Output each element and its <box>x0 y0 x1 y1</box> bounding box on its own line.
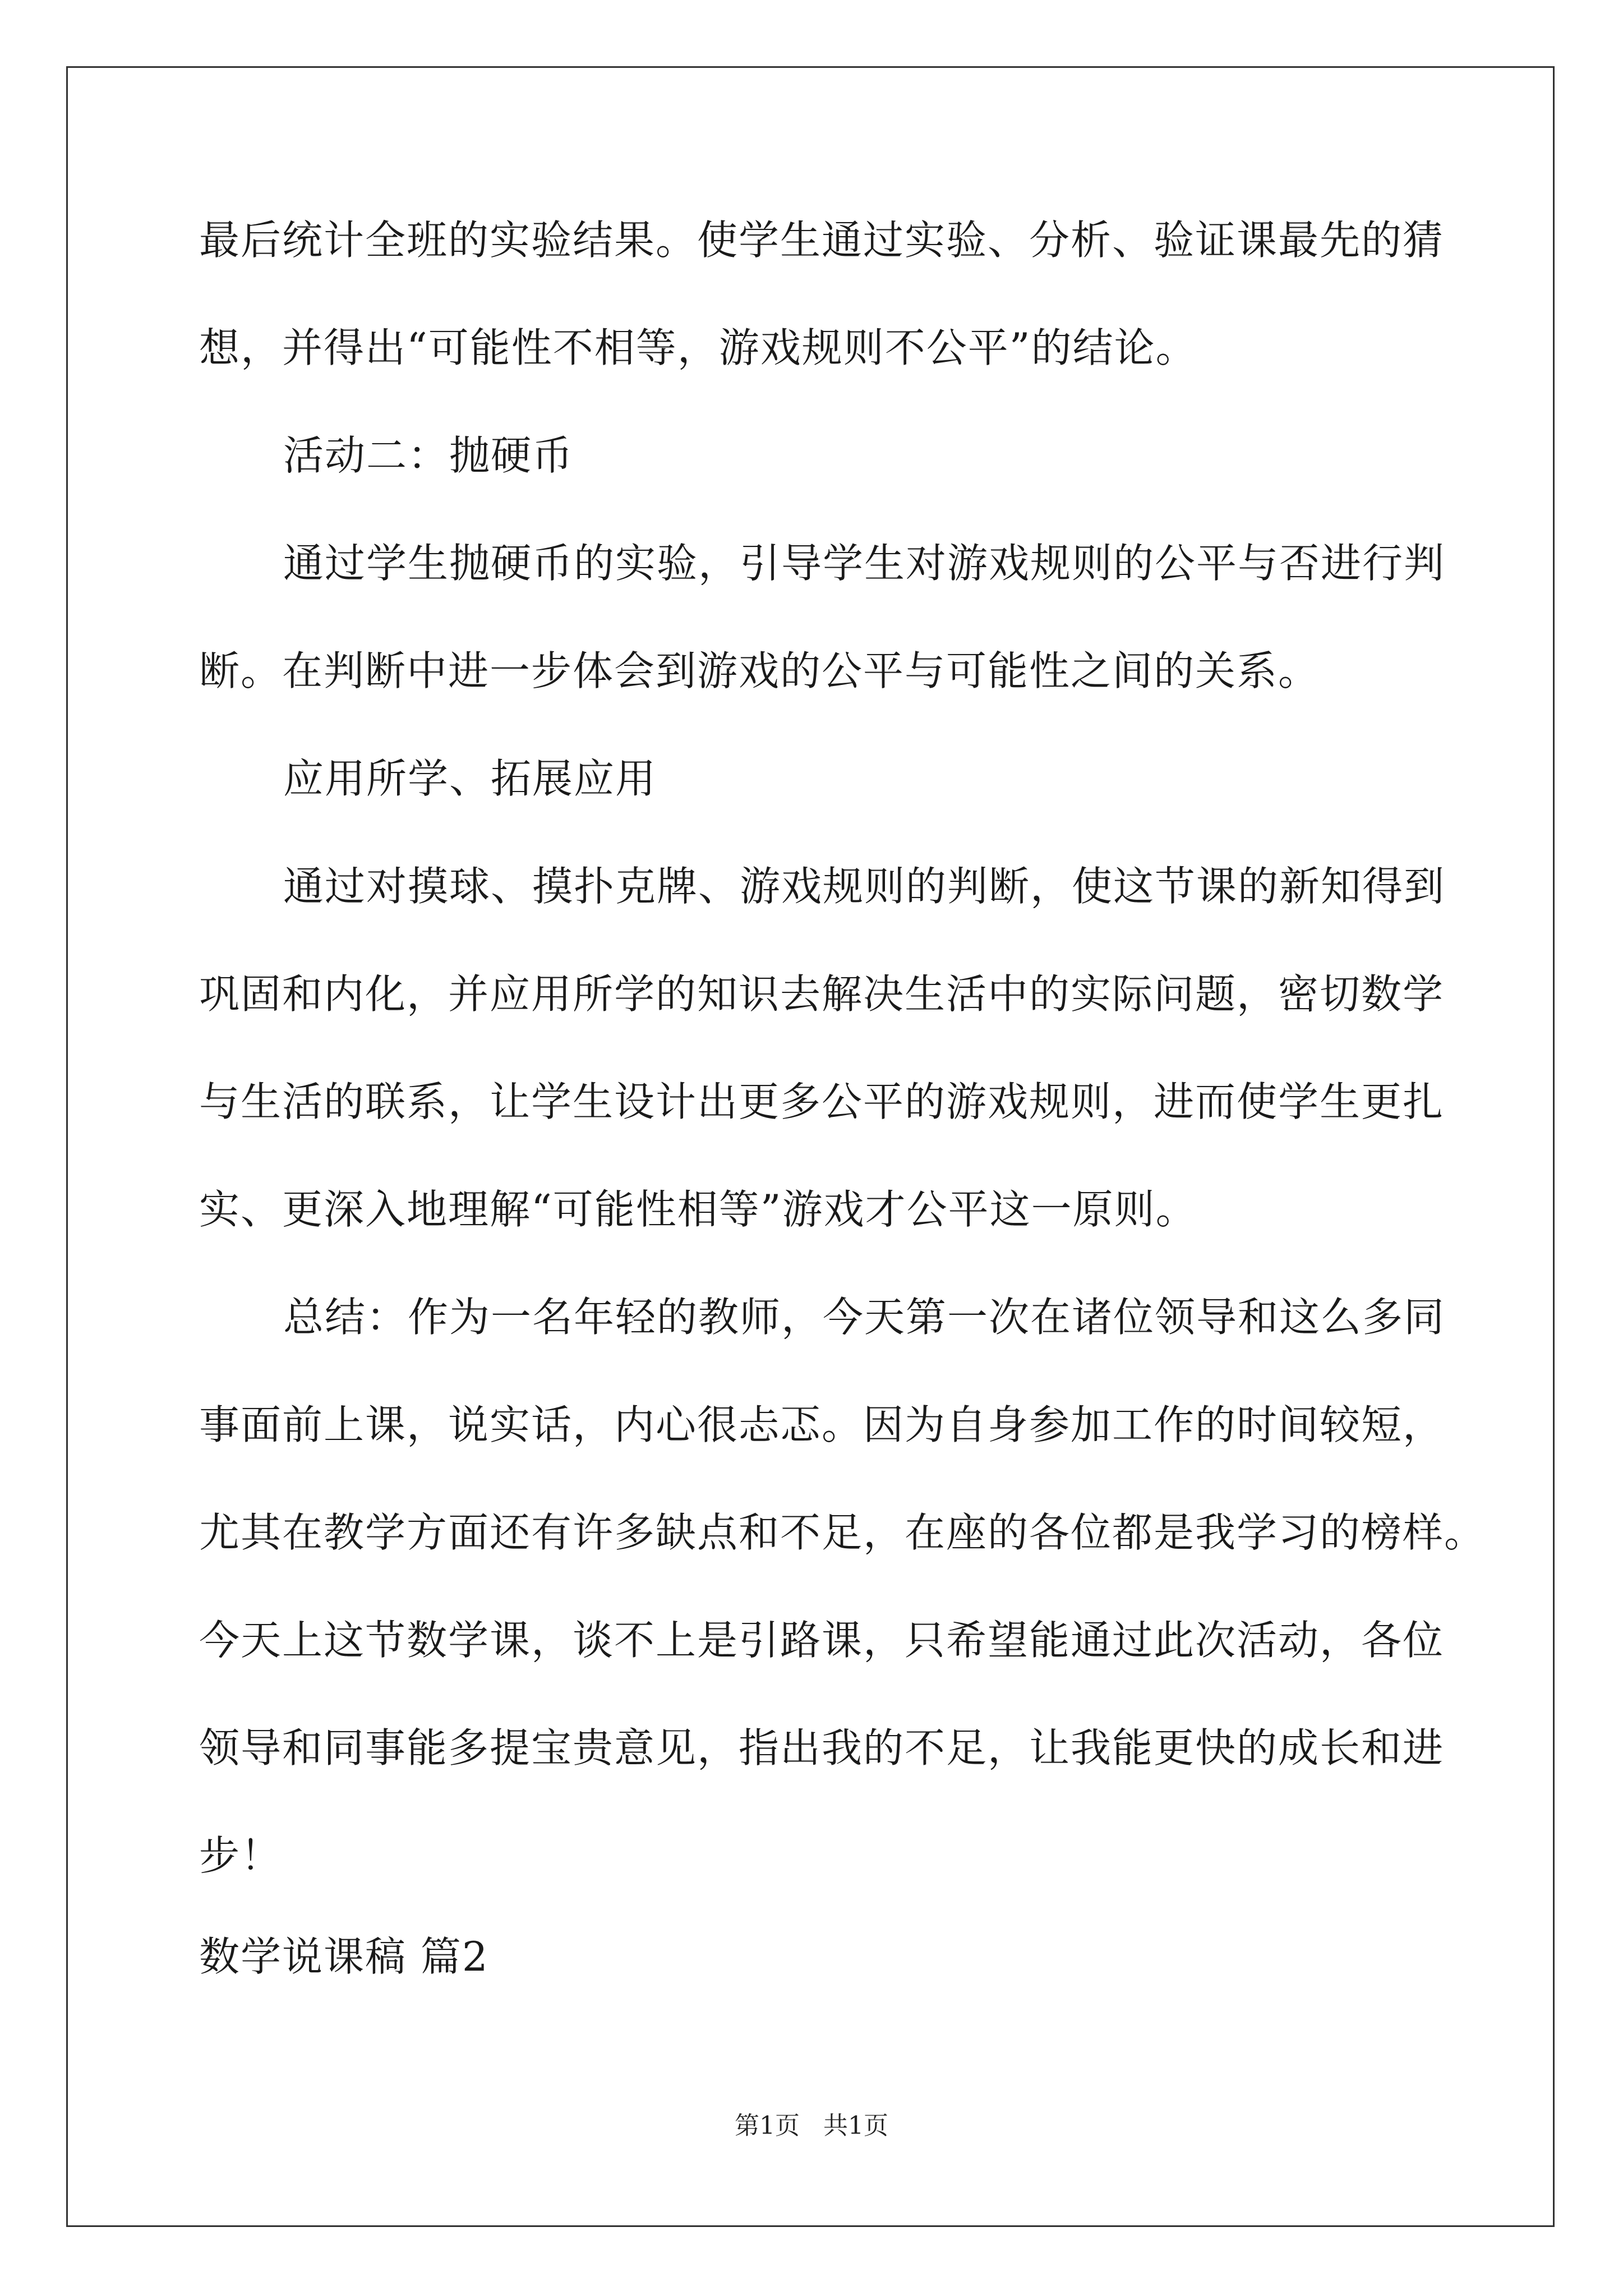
paragraph-line: 步！ <box>199 1832 283 1879</box>
paragraph-line: 与生活的联系，让学生设计出更多公平的游戏规则，进而使学生更扎 <box>199 1078 1445 1125</box>
paragraph-line: 断。在判断中进一步体会到游戏的公平与可能性之间的关系。 <box>199 647 1320 694</box>
paragraph-line: 事面前上课，说实话，内心很忐忑。因为自身参加工作的时间较短， <box>199 1401 1445 1448</box>
paragraph-line: 通过学生抛硬币的实验，引导学生对游戏规则的公平与否进行判 <box>283 540 1446 587</box>
paragraph-line: 领导和同事能多提宝贵意见，指出我的不足，让我能更快的成长和进 <box>199 1724 1445 1772</box>
section-title: 数学说课稿 篇2 <box>199 1933 489 1980</box>
section-heading: 应用所学、拓展应用 <box>283 755 657 802</box>
paragraph-line: 想，并得出“可能性不相等，游戏规则不公平”的结论。 <box>199 324 1197 371</box>
section-heading: 活动二：抛硬币 <box>283 432 574 479</box>
paragraph-line: 实、更深入地理解“可能性相等”游戏才公平这一原则。 <box>199 1186 1197 1233</box>
paragraph-line: 总结：作为一名年轻的教师，今天第一次在诸位领导和这么多同 <box>283 1294 1446 1341</box>
page-number: 第1页 共1页 <box>735 2111 888 2140</box>
paragraph-line: 今天上这节数学课，谈不上是引路课，只希望能通过此次活动，各位 <box>199 1617 1445 1664</box>
paragraph-line: 尤其在教学方面还有许多缺点和不足，在座的各位都是我学习的榜样。 <box>199 1509 1486 1556</box>
paragraph-line: 最后统计全班的实验结果。使学生通过实验、分析、验证课最先的猜 <box>199 217 1445 264</box>
paragraph-line: 巩固和内化，并应用所学的知识去解决生活中的实际问题，密切数学 <box>199 970 1445 1018</box>
paragraph-line: 通过对摸球、摸扑克牌、游戏规则的判断，使这节课的新知得到 <box>283 863 1446 910</box>
page-border <box>66 66 1555 2227</box>
